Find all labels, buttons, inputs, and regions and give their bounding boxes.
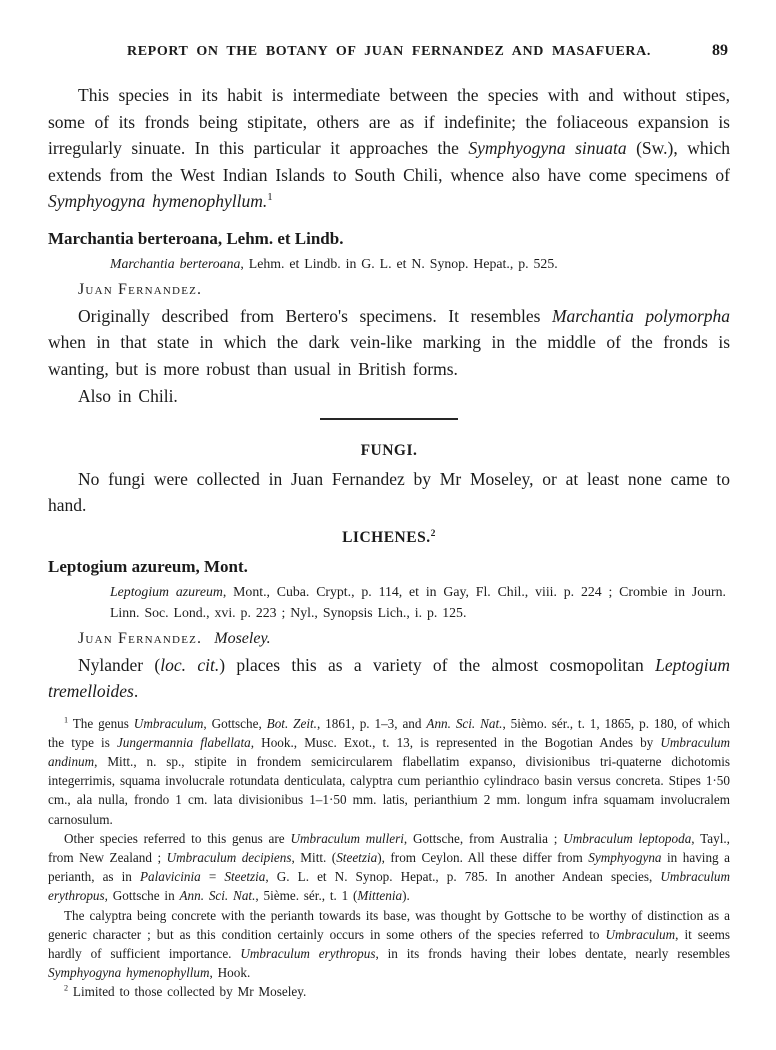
section-divider-rule (320, 418, 458, 420)
citation-leptogium: Leptogium azureum, Mont., Cuba. Crypt., p. 114, et in Gay, Fl. Chil., viii. p. 224 ; Crombie in Journ. Linn. Soc. Lond., xvi. p. 223 ; Nyl., Synopsis Lich., i. p. 125. (110, 583, 726, 620)
fungi-paragraph: No fungi were collected in Juan Fernandez by Mr Moseley, or at least none came to hand. (48, 468, 730, 515)
footnote-1-paragraph-2: Other species referred to this genus are Umbraculum mulleri, Gottsche, from Australia ; Umbraculum leptopoda, Tayl., from New Zealand ; Umbraculum decipiens, Mitt. (Steetzia), from Ceylon. All these differ from Symphyogyna in having a perianth, as in Palavicinia = Steetzia, G. L. et N. Synop. Hepat., p. 785. In another Andean species, Umbraculum erythropus, Gottsche in Ann. Sci. Nat., 5ième. sér., t. 1 (Mittenia). (48, 830, 731, 904)
section-heading-fungi: FUNGI. (360, 441, 418, 459)
locality-line-marchantia: Juan Fernandez. (78, 280, 203, 298)
species-heading-leptogium: Leptogium azureum, Mont. (48, 556, 248, 576)
also-in-chili-line: Also in Chili. (78, 386, 178, 406)
footnote-2: $^2$ Limited to those collected by Mr Moseley. (64, 983, 307, 1000)
description-marchantia: Originally described from Bertero's specimens. It resembles Marchantia polymorpha when in that state in which the dark vein-like marking in the middle of the fronds is wanting, but is more robust than usual in British forms. (48, 305, 731, 379)
locality-line-leptogium: Juan Fernandez. Moseley. (78, 629, 271, 647)
page-number: 89 (712, 42, 728, 59)
species-heading-marchantia: Marchantia berteroana, Lehm. et Lindb. (48, 228, 344, 248)
footnote-1-paragraph-3: The calyptra being concrete with the perianth towards its base, was thought by Gottsche to be worthy of distinction as a generic character ; but as this condition certainly occurs in some others of the species referred to Umbraculum, it seems hardly of sufficient importance. Umbraculum erythropus, in its fronds having their lobes dentate, nearly resembles Symphyogyna hymenophyllum, Hook. (48, 907, 730, 981)
footnote-1: $^1$ The genus Umbraculum, Gottsche, Bot. Zeit., 1861, p. 1–3, and Ann. Sci. Nat., 5ièmo. sér., t. 1, 1865, p. 180, of which the type is Jungermannia flabellata, Hook., Musc. Exot., t. 13, is represented in the Bogotian Andes by Umbraculum andinum, Mitt., n. sp., stipite in frondem semicircularem flabellatim expanso, divisionibus tri-quaterne dichotomis integerrimis, squama involucrale rotundata denticulata, calyptra cum perianthio cylindraco basin versus concreta. Stipes 1·50 cm., ala nulla, frondo 1 cm. lata divisionibus 1–1·50 mm. latis, perianthium 2 mm. longum infra squamam involucralem carnosulum. (48, 715, 730, 827)
section-heading-lichenes: LICHENES.$^2$ (342, 527, 436, 546)
description-leptogium: Nylander (loc. cit.) places this as a variety of the almost cosmopolitan Leptogium tremelloides. (48, 654, 730, 701)
citation-marchantia: Marchantia berteroana, Lehm. et Lindb. in G. L. et N. Synop. Hepat., p. 525. (110, 255, 558, 271)
footnotes-block (48, 714, 730, 1002)
running-header (48, 42, 730, 62)
running-title: REPORT ON THE BOTANY OF JUAN FERNANDEZ AND MASAFUERA. (127, 44, 651, 59)
intro-paragraph: This species in its habit is intermediate between the species with and without stipes, some of its fronds being stipitate, others are as if indefinite; the foliaceous expansion is irregularly sinuate. In this particular it approaches the Symphyogyna sinuata (Sw.), which extends from the West Indian Islands to South Chili, whence also have come specimens of Symphyogyna hymenophyllum.$^1$ (48, 85, 730, 211)
